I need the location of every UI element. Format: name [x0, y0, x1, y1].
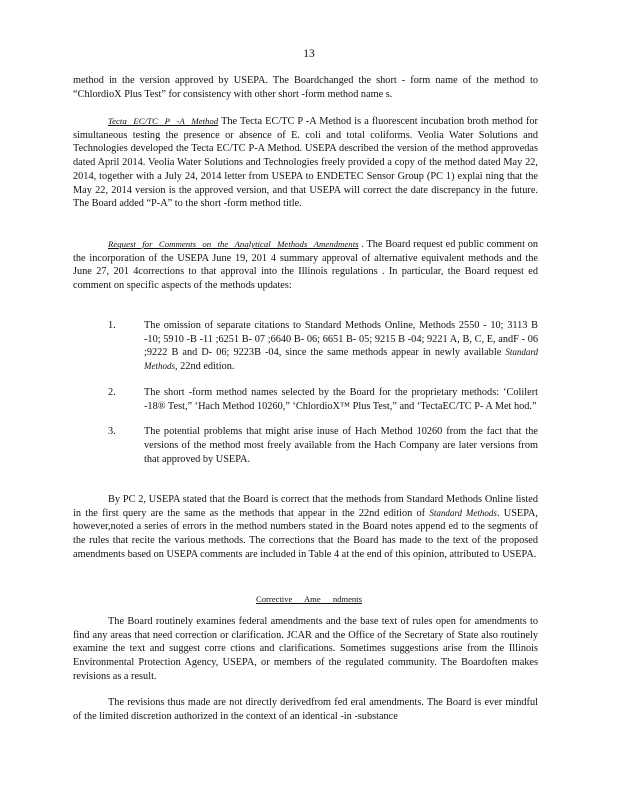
paragraph-method-name	[73, 74, 538, 101]
tecta-text: The Tecta EC/TC P -A Method is a fluorescent incubation broth method for simultaneous testing the presence or absence of E. coli and total coliforms. Veolia Water Solutions and Technologies developed the Tecta EC/TC P-A Method. USEPA described the version of the method approvedas dated April 2014. Veolia Water Solutions and Technologies freely provided a copy of the method dated May 22, 2014, together with a July 24, 2014 letter from USEPA to ENDETEC Sensor Group (PC 1) explai ning that the May 22, 2014 version is the approved version, and that USEPA will correct the date discrepancy in the future. The Board added “P-A” to the short -form method title.	[73, 116, 538, 210]
paragraph-text: method in the version approved by USEPA. The Boardchanged the short - form name of the method to “ChlordioX Plus Test” for consistency with other short -form method name s.	[73, 75, 538, 100]
list-item: 3. The potential problems that might arise inuse of Hach Method 10260 from the fact that the versions of the method most freely available from the Hach Company are later versions from that approved by USEPA.	[108, 426, 538, 465]
italic-title: Standard Methods	[429, 507, 497, 518]
paragraph-tecta	[73, 115, 538, 211]
request-text: . The Board request ed public comment on the incorporation of the USEPA June 19, 201 4 summary approval of alternative equivalent methods and the June 27, 201 4corrections to that approval into the Illinois regulations . In particular, the Board request ed comment on specific aspects of the methods updates:	[73, 239, 538, 292]
italic-title: Standard Methods	[144, 347, 538, 372]
list-number: 2.	[108, 386, 116, 398]
section-heading: Corrective Ame ndments	[256, 594, 362, 604]
list-item: 2. The short -form method names selected by the Board for the proprietary methods: ‘Colilert -18® Test,” ‘Hach Method 10260,” ‘ChlordioX™ Plus Test,” and ‘TectaEC/TC P- A Met hod.”	[108, 386, 538, 412]
paragraph-corrective: The Board routinely examines federal amendments and the base text of rules open for amendments to find any areas that need correction or clarification. JCAR and the Office of the Secretary of State also routinely examine the text and suggest corre ctions and clarifications. Sometimes suggestions arise from the Illinois Environmental Protection Agency, USEPA, or members of the regulated community. The Boardoften makes revisions as a result.	[73, 616, 538, 682]
paragraph-usepa-comments: By PC 2, USEPA stated that the Board is correct that the methods from Standard Methods Online listed in the first query are the same as the methods that appear in the 22nd edition of Standard Methods. USEPA, however,noted a series of errors in the method numbers stated in the Board notes append ed to the segments of the rules that recite the various methods. The corrections that the Board has made to the text of the proposed amendments based on USEPA comments are included in Table 4 at the end of this opinion, attributed to USEPA.	[73, 494, 538, 560]
list-number: 1.	[108, 320, 116, 331]
list-item: 1. The omission of separate citations to Standard Methods Online, Methods 2550 - 10; 3113 B -10; 5910 -B -11 ;6251 B- 07 ;6640 B- 06; 6651 B- 05; 9215 B -04; 9221 A, B, C, E, andF - 06 ;9222 B and D- 06; 9223B -04, since the same methods appear in newly available Standard Methods, 22nd edition.	[108, 320, 538, 373]
paragraph-request-for-comments	[73, 238, 538, 293]
tecta-lead-heading: Tecta EC/TC P -A Method	[108, 116, 219, 126]
page-number: 13	[303, 48, 315, 60]
paragraph-revisions: The revisions thus made are not directly derivedfrom fed eral amendments. The Board is ever mindful of the limited discretion authorized in the context of an identical -in -substance	[73, 697, 538, 722]
list-number: 3.	[108, 426, 116, 438]
request-lead-heading: Request for Comments on the Analytical Methods Amendments	[108, 239, 359, 249]
numbered-list	[108, 319, 538, 478]
